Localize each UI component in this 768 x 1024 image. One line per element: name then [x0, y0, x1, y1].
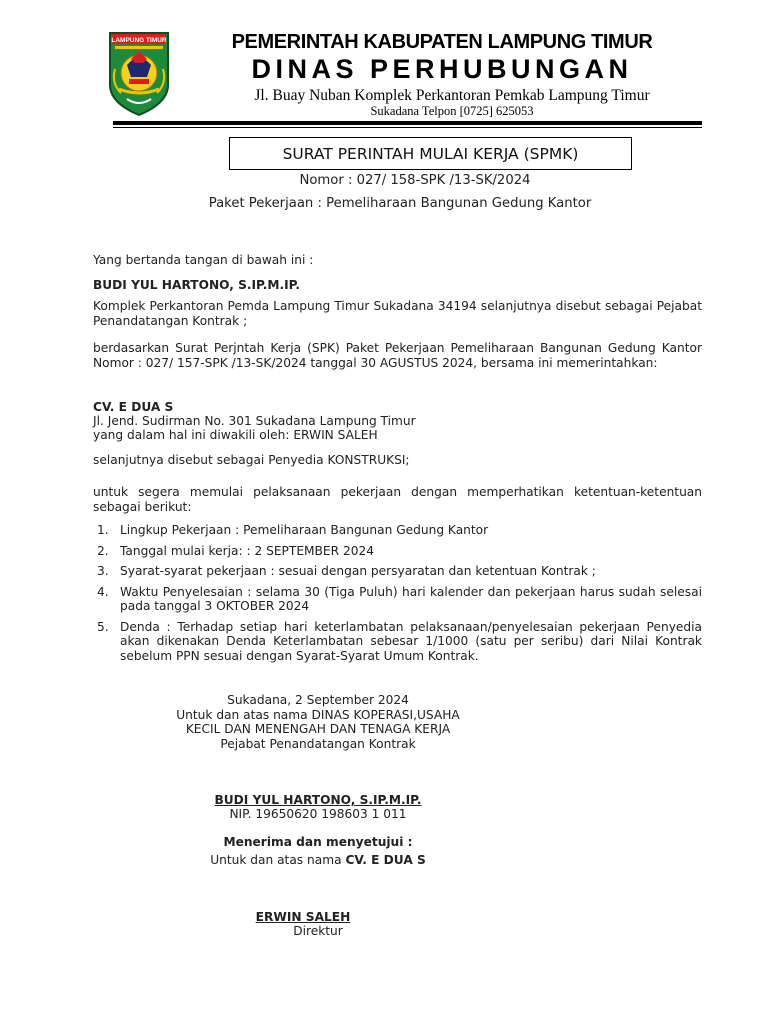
list-item: 1. Lingkup Pekerjaan : Pemeliharaan Bangunan Gedung Kantor	[97, 523, 489, 537]
provider-signature-name	[218, 910, 388, 925]
letterhead-agency: DINAS PERHUBUNGAN	[251, 54, 633, 84]
signature-on-behalf-line2: KECIL DAN MENENGAH DAN TENAGA KERJA	[185, 722, 451, 736]
signature-on-behalf-line1: Untuk dan atas nama DINAS KOPERASI,USAHA	[176, 708, 460, 722]
letterhead-rule-thin	[113, 127, 702, 128]
list-item: 2. Tanggal mulai kerja: : 2 SEPTEMBER 2024	[97, 543, 374, 558]
list-item: 5. Denda : Terhadap setiap hari keterlambatan pelaksanaan/penyelesaian pekerjaan Penyedia akan dikenakan Denda Keterlambatan sebesar 1/1000 (satu per seribu) dari Nilai Kontrak sebelum PPN sesuai dengan Syarat-Syarat Umum Kontrak.	[97, 619, 702, 663]
provider-designation: selanjutnya disebut sebagai Penyedia KONSTRUKSI;	[93, 453, 410, 467]
signer-name: BUDI YUL HARTONO, S.IP.M.IP.	[93, 278, 300, 292]
signer-signature-name-text: BUDI YUL HARTONO, S.IP.M.IP.	[214, 793, 422, 807]
instruction-paragraph: untuk segera memulai pelaksanaan pekerjaan dengan memperhatikan ketentuan-ketentuan sebagai berikut:	[93, 485, 702, 514]
accept-on-behalf-prefix: Untuk dan atas nama	[210, 853, 346, 867]
letterhead-phone: Sukadana Telpon [0725] 625053	[370, 104, 534, 118]
company-name: CV. E DUA S	[93, 400, 174, 414]
company-representative: yang dalam hal ini diwakili oleh: ERWIN SALEH	[93, 428, 378, 442]
accept-label: Menerima dan menyetujui :	[223, 835, 413, 849]
terms-list	[93, 523, 702, 663]
accept-company: CV. E DUA S	[345, 853, 426, 867]
list-item: 3. Syarat-syarat pekerjaan : sesuai dengan persyaratan dan ketentuan Kontrak ;	[97, 564, 596, 578]
signature-place-date: Sukadana, 2 September 2024	[227, 693, 409, 707]
letterhead-rule-thick	[113, 121, 702, 125]
provider-role: Direktur	[293, 924, 343, 938]
lampung-timur-crest-icon	[107, 29, 171, 117]
document-number: Nomor : 027/ 158-SPK /13-SK/2024	[299, 173, 531, 188]
document-title-text: SURAT PERINTAH MULAI KERJA (SPMK)	[282, 144, 579, 163]
provider-signature-name-text: ERWIN SALEH	[255, 910, 351, 924]
list-item: 4. Waktu Penyelesaian : selama 30 (Tiga Puluh) hari kalender dan pekerjaan harus sudah selesai pada tanggal 3 OKTOBER 2024	[97, 584, 702, 613]
basis-paragraph: berdasarkan Surat Perjntah Kerja (SPK) Paket Pekerjaan Pemeliharaan Bangunan Gedung Kantor Nomor : 027/ 157-SPK /13-SK/2024 tanggal 30 AGUSTUS 2024, bersama ini memerintahkan:	[93, 341, 702, 370]
intro-text: Yang bertanda tangan di bawah ini :	[93, 253, 314, 267]
work-package: Paket Pekerjaan : Pemeliharaan Bangunan Gedung Kantor	[208, 196, 592, 211]
signer-signature-name	[168, 793, 468, 808]
letterhead-government: PEMERINTAH KABUPATEN LAMPUNG TIMUR	[231, 31, 653, 53]
letterhead-address: Jl. Buay Nuban Komplek Perkantoran Pemkab Lampung Timur	[254, 87, 650, 104]
company-address: Jl. Jend. Sudirman No. 301 Sukadana Lampung Timur	[93, 414, 416, 428]
signer-description: Komplek Perkantoran Pemda Lampung Timur Sukadana 34194 selanjutnya disebut sebagai Pejabat Penandatangan Kontrak ;	[93, 299, 702, 328]
signature-role: Pejabat Penandatangan Kontrak	[220, 737, 416, 751]
accept-on-behalf	[148, 853, 488, 868]
svg-text:LAMPUNG TIMUR: LAMPUNG TIMUR	[111, 37, 167, 44]
signer-nip: NIP. 19650620 198603 1 011	[229, 807, 407, 821]
document-title	[229, 137, 632, 170]
